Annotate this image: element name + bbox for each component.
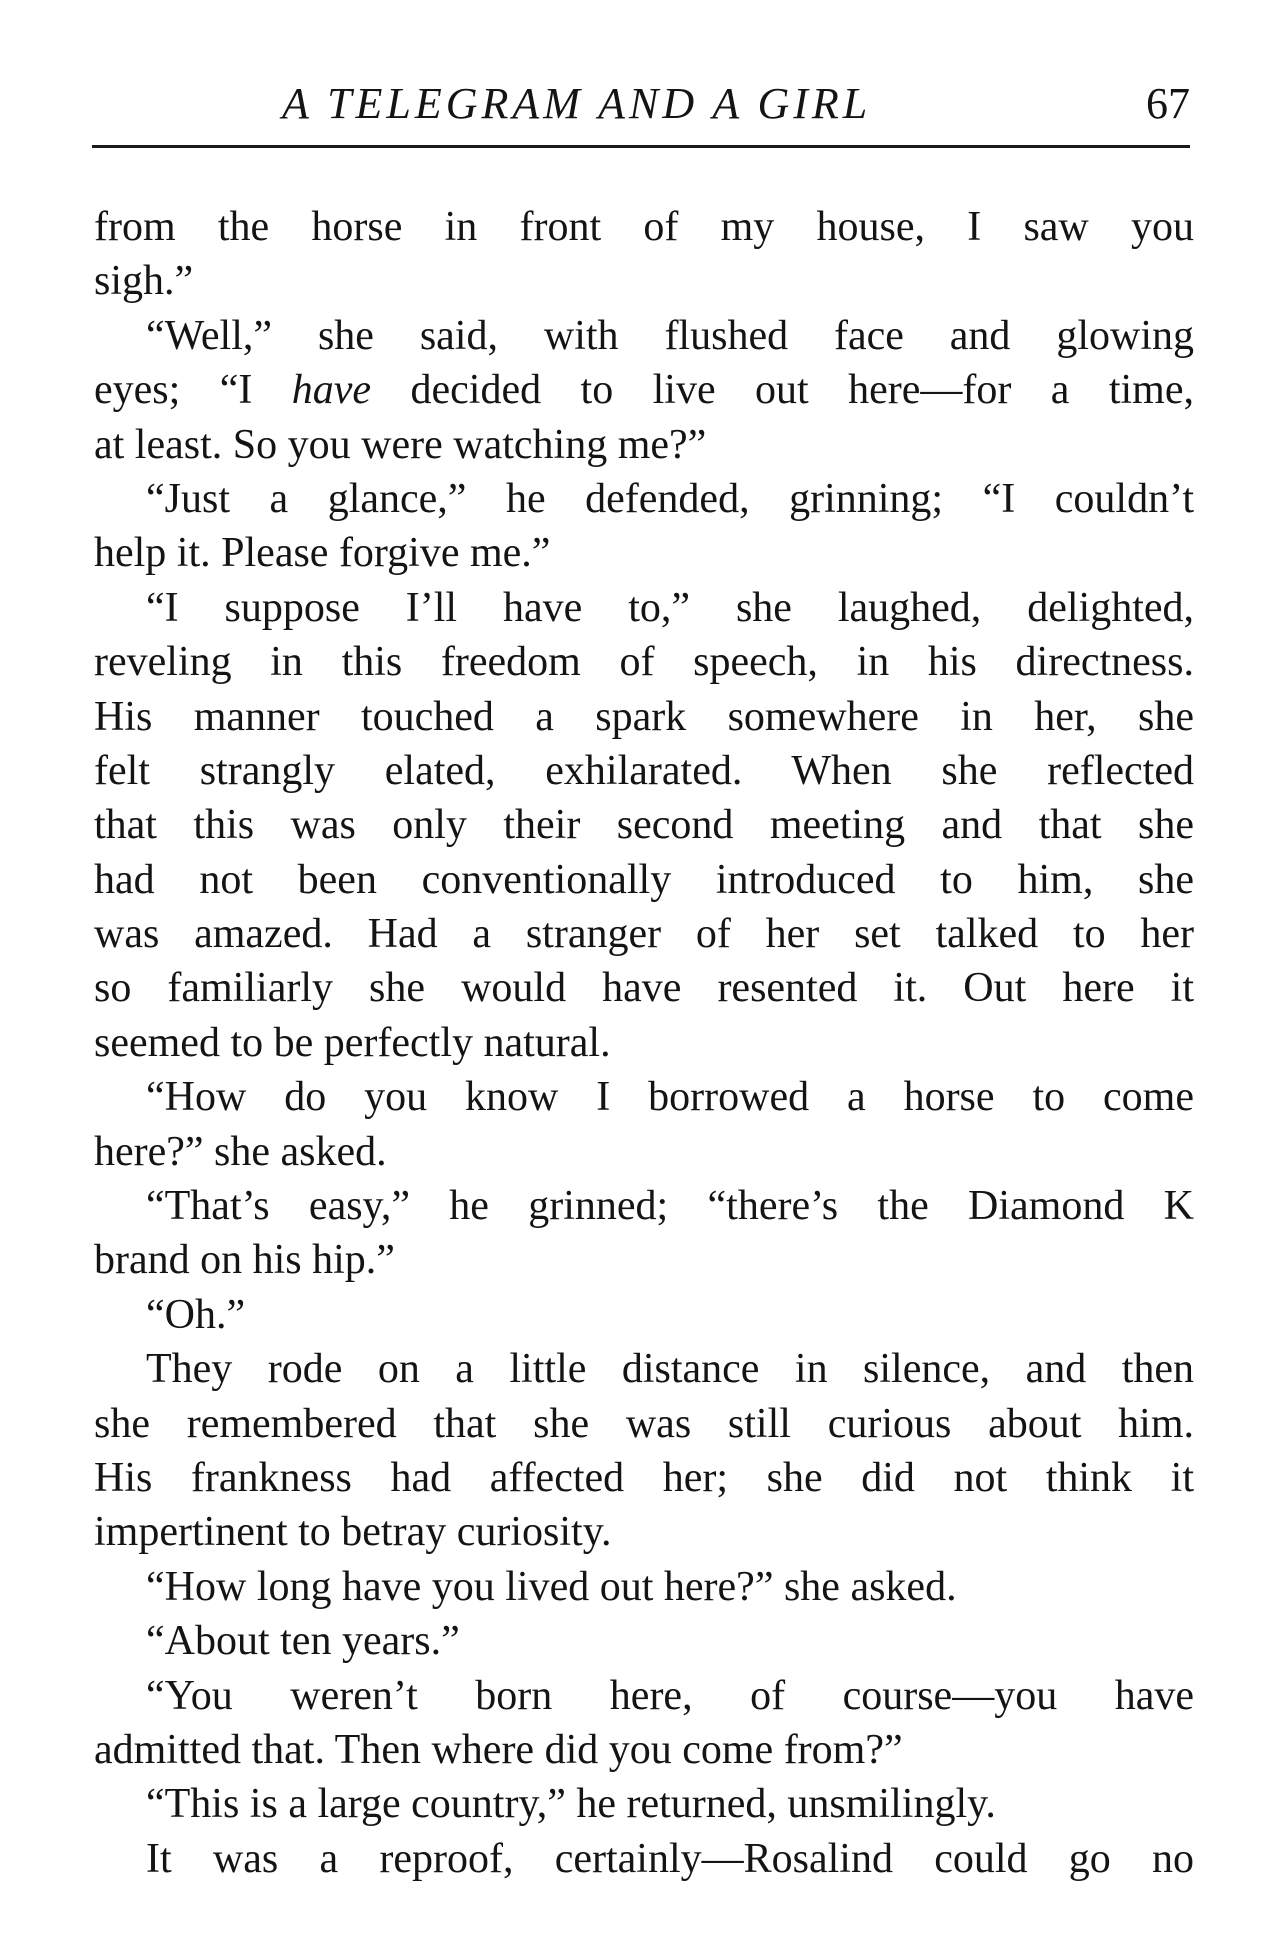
text-line: “That’s easy,” he grinned; “there’s the Diamond K xyxy=(146,1183,1194,1230)
text-line: His manner touched a spark somewhere in her, she xyxy=(94,693,1194,740)
text-line: “Oh.” xyxy=(146,1291,246,1338)
text-line: “This is a large country,” he returned, unsmilingly. xyxy=(146,1781,996,1828)
text-line: “I suppose I’ll have to,” she laughed, delighted, xyxy=(146,584,1194,631)
body-text xyxy=(94,200,1194,1886)
text-line: impertinent to betray curiosity. xyxy=(94,1509,612,1556)
text-line: “How do you know I borrowed a horse to come xyxy=(146,1074,1194,1121)
running-title: A TELEGRAM AND A GIRL xyxy=(282,79,872,128)
text-line: eyes; “I have decided to live out here—for a time, xyxy=(94,367,1194,414)
text-line: “Well,” she said, with flushed face and glowing xyxy=(146,312,1194,359)
text-line: sigh.” xyxy=(94,258,194,305)
text-line: They rode on a little distance in silence, and then xyxy=(146,1346,1194,1393)
text-line: “Just a glance,” he defended, grinning; “I couldn’t xyxy=(146,475,1194,522)
text-line: that this was only their second meeting and that she xyxy=(94,802,1194,849)
header-rule xyxy=(92,145,1190,148)
text-line: from the horse in front of my house, I saw you xyxy=(94,204,1194,250)
text-line: at least. So you were watching me?” xyxy=(94,421,707,468)
text-line: seemed to be perfectly natural. xyxy=(94,1019,611,1066)
text-line: “You weren’t born here, of course—you have xyxy=(146,1672,1194,1719)
page-number: 67 xyxy=(1146,79,1190,128)
text-line: His frankness had affected her; she did not think it xyxy=(94,1454,1194,1501)
text-line: admitted that. Then where did you come from?” xyxy=(94,1726,903,1773)
running-head xyxy=(90,78,1190,138)
text-line: brand on his hip.” xyxy=(94,1237,395,1284)
text-line: was amazed. Had a stranger of her set talked to her xyxy=(94,911,1194,958)
text-line: help it. Please forgive me.” xyxy=(94,530,551,577)
text-line: “How long have you lived out here?” she asked. xyxy=(146,1563,957,1610)
text-line: “About ten years.” xyxy=(146,1618,460,1665)
text-line: she remembered that she was still curious about him. xyxy=(94,1400,1194,1447)
text-line: so familiarly she would have resented it. Out here it xyxy=(94,965,1194,1012)
text-line: felt strangly elated, exhilarated. When she reflected xyxy=(94,747,1194,794)
text-line: reveling in this freedom of speech, in his directness. xyxy=(94,639,1194,686)
text-line: had not been conventionally introduced to him, she xyxy=(94,856,1194,903)
text-line: here?” she asked. xyxy=(94,1128,387,1175)
text-line: It was a reproof, certainly—Rosalind could go no xyxy=(146,1835,1194,1882)
